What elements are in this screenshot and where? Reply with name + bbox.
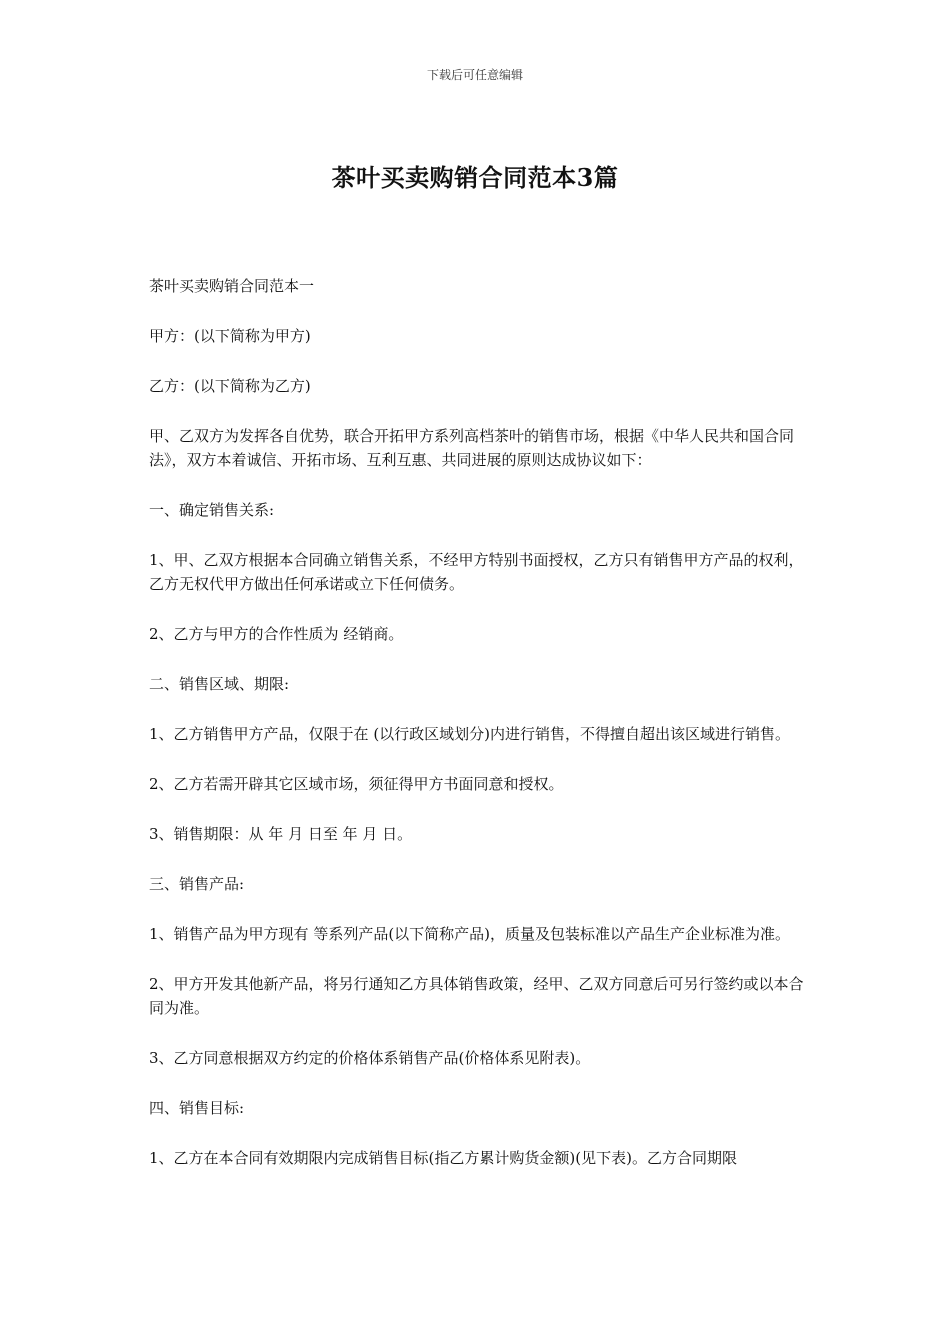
paragraph-party-a: 甲方：(以下简称为甲方) [149,327,311,345]
paragraph-party-b: 乙方：(以下简称为乙方) [149,377,311,395]
paragraph-clause-3-3: 3、乙方同意根据双方约定的价格体系销售产品(价格体系见附表)。 [149,1049,591,1067]
header-note: 下载后可任意编辑 [426,68,523,82]
paragraph-clause-2-3: 3、销售期限：从 年 月 日至 年 月 日。 [149,825,413,843]
paragraph-clause-heading-1: 一、确定销售关系: [149,501,275,519]
paragraph-clause-3-1: 1、销售产品为甲方现有 等系列产品(以下简称产品)，质量及包装标准以产品生产企业标准为准。 [149,925,791,943]
paragraph-clause-heading-2: 二、销售区域、期限: [149,675,290,693]
paragraph-clause-heading-4: 四、销售目标: [149,1099,245,1117]
paragraph-clause-2-1: 1、乙方销售甲方产品，仅限于在 (以行政区域划分)内进行销售，不得擅自超出该区域进行销售。 [149,725,791,743]
paragraph-clause-2-2: 2、乙方若需开辟其它区域市场，须征得甲方书面同意和授权。 [149,775,564,793]
paragraph-preamble: 甲、乙双方为发挥各自优势，联合开拓甲方系列高档茶叶的销售市场，根据《中华人民共和国合同法》，双方本着诚信、开拓市场、互利互惠、共同进展的原则达成协议如下： [149,427,795,469]
paragraph-section-heading: 茶叶买卖购销合同范本一 [149,277,315,295]
paragraph-clause-4-1: 1、乙方在本合同有效期限内完成销售目标(指乙方累计购货金额)(见下表)。乙方合同期限 [149,1149,737,1167]
paragraph-clause-heading-3: 三、销售产品: [149,875,245,893]
paragraph-clause-1-2: 2、乙方与甲方的合作性质为 经销商。 [149,625,404,643]
paragraph-clause-1-1: 1、甲、乙双方根据本合同确立销售关系，不经甲方特别书面授权，乙方只有销售甲方产品的权利，乙方无权代甲方做出任何承诺或立下任何债务。 [149,551,804,593]
document-title: 茶叶买卖购销合同范本3篇 [331,163,619,192]
paragraph-clause-3-2: 2、甲方开发其他新产品，将另行通知乙方具体销售政策，经甲、乙双方同意后可另行签约或以本合同为准。 [149,975,804,1017]
document-body [146,274,808,1196]
